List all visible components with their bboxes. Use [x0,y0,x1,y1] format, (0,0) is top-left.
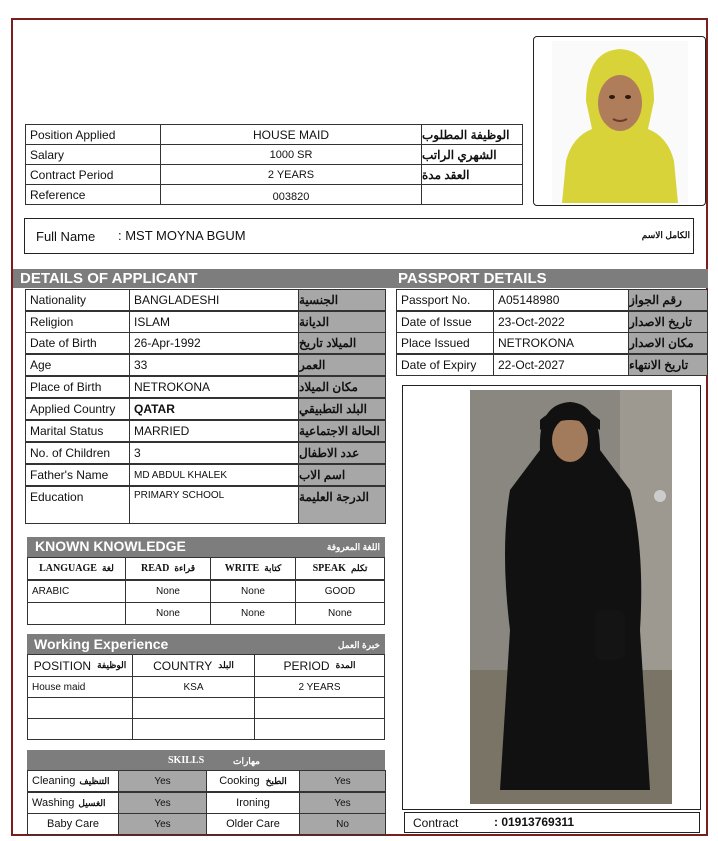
applicant-label: Age [25,354,130,376]
knowledge-title-ar: اللغة المعروفة [326,542,380,552]
applicant-ar: مكان الميلاد [298,376,386,398]
knowledge-cell: GOOD [295,580,385,603]
skill-value-1: Yes [118,770,207,792]
work-col-ar: البلد [218,660,234,670]
applicant-title: DETAILS OF APPLICANT [20,270,198,287]
knowledge-cell: None [210,580,296,603]
skill-label-1 [27,792,119,814]
position-label: Position Applied [25,124,161,145]
skill-value-1: Yes [118,792,207,814]
passport-ar: تاريخ الاصدار [628,311,708,333]
applicant-value: 3 [129,442,299,464]
salary-label: Salary [25,144,161,165]
applicant-value: 26-Apr-1992 [129,332,299,354]
applicant-label: Religion [25,311,130,333]
applicant-label: No. of Children [25,442,130,464]
applicant-value: MARRIED [129,420,299,442]
knowledge-cell: None [125,602,211,625]
work-title: Working Experience [34,636,169,652]
applicant-label: Nationality [25,289,130,311]
skill-name: Cleaning [32,775,76,787]
skill-label-2 [206,792,300,814]
skill-value-2: Yes [299,770,386,792]
passport-label: Date of Expiry [396,354,494,376]
work-cell [132,697,255,719]
applicant-value: 33 [129,354,299,376]
applicant-label: Father's Name [25,464,130,486]
skill-label-1 [27,770,119,792]
applicant-ar: الدرجة العليمة [298,486,386,524]
passport-value: A05148980 [493,289,629,311]
work-cell: House maid [27,676,133,698]
applicant-ar: الديانة [298,311,386,333]
work-col-header [27,654,133,677]
headshot-photo [552,41,688,203]
skill-name: Ironing [236,797,270,809]
headshot-frame [533,36,706,206]
knowledge-col-en: WRITE [224,563,260,574]
passport-value: 23-Oct-2022 [493,311,629,333]
passport-ar: مكان الاصدار [628,332,708,354]
position-ar: الوظيفة المطلوب [421,124,523,145]
passport-label: Passport No. [396,289,494,311]
knowledge-col-header [210,557,296,580]
passport-label: Date of Issue [396,311,494,333]
contract-period-value: 2 YEARS [160,164,422,185]
work-col-header [254,654,385,677]
work-col-en: POSITION [33,658,92,673]
applicant-ar: عدد الاطفال [298,442,386,464]
applicant-value: BANGLADESHI [129,289,299,311]
skill-label-1 [27,813,119,835]
knowledge-cell: None [210,602,296,625]
knowledge-cell: ARABIC [27,580,126,603]
work-cell [254,718,385,740]
knowledge-col-ar: قراءة [174,563,196,573]
work-col-ar: الوظيفة [97,660,127,670]
knowledge-col-ar: كتابة [264,563,282,573]
skill-name: Cooking [219,775,260,787]
knowledge-title: KNOWN KNOWLEDGE [35,538,186,554]
contract-period-label: Contract Period [25,164,161,185]
passport-value: 22-Oct-2027 [493,354,629,376]
applicant-ar: الجنسية [298,289,386,311]
applicant-ar: البلد التطبيقي [298,398,386,420]
skill-value-2: Yes [299,792,386,814]
applicant-value: ISLAM [129,311,299,333]
fullname-label: Full Name [36,229,96,244]
fullbody-frame [402,385,701,810]
work-cell [132,718,255,740]
applicant-label: Marital Status [25,420,130,442]
skill-name: Older Care [226,818,280,830]
passport-ar: تاريخ الانتهاء [628,354,708,376]
work-cell [254,697,385,719]
work-col-en: COUNTRY [153,658,213,673]
work-col-en: PERIOD [283,658,330,673]
applicant-ar: العمر [298,354,386,376]
position-value: HOUSE MAID [160,124,422,145]
work-title-ar: خبرة العمل [337,640,380,650]
knowledge-col-en: SPEAK [312,563,346,574]
skills-title-ar: مهارات [232,756,260,766]
reference-blank [421,184,523,205]
applicant-value: MD ABDUL KHALEK [129,464,299,486]
skill-name: Washing [32,797,75,809]
skill-name: Baby Care [47,818,99,830]
knowledge-col-header [295,557,385,580]
fullbody-photo [470,390,672,804]
knowledge-col-ar: تكلم [350,563,368,573]
fullname-value: : MST MOYNA BGUM [118,228,246,243]
contract-value: : 01913769311 [494,815,575,829]
skill-name-ar: الغسيل [78,797,106,808]
fullname-ar: الكامل الاسم [641,230,690,240]
applicant-label: Place of Birth [25,376,130,398]
skill-name-ar: الطبخ [265,775,287,786]
knowledge-col-ar: لغة [101,563,114,573]
knowledge-cell: None [295,602,385,625]
work-col-ar: المدة [335,660,356,670]
work-col-header [132,654,255,677]
applicant-label: Education [25,486,130,524]
knowledge-col-header [125,557,211,580]
contract-label: Contract [413,816,459,830]
knowledge-col-header [27,557,126,580]
salary-value: 1000 SR [160,144,422,165]
applicant-ar: الحالة الاجتماعية [298,420,386,442]
reference-value: 003820 [160,184,422,205]
knowledge-col-en: LANGUAGE [39,563,97,574]
salary-ar: الشهري الراتب [421,144,523,165]
work-cell: KSA [132,676,255,698]
work-cell [27,697,133,719]
work-cell: 2 YEARS [254,676,385,698]
skill-name-ar: التنظيف [79,775,110,786]
applicant-ar: اسم الاب [298,464,386,486]
passport-title: PASSPORT DETAILS [398,270,547,287]
applicant-value: QATAR [129,398,299,420]
applicant-label: Date of Birth [25,332,130,354]
applicant-label: Applied Country [25,398,130,420]
skills-title: SKILLS [168,755,205,766]
reference-label: Reference [25,184,161,205]
applicant-ar: الميلاد تاريخ [298,332,386,354]
knowledge-cell: None [125,580,211,603]
contract-period-ar: العقد مدة [421,164,523,185]
passport-label: Place Issued [396,332,494,354]
skill-value-1: Yes [118,813,207,835]
skill-label-2 [206,813,300,835]
skill-value-2: No [299,813,386,835]
applicant-value: NETROKONA [129,376,299,398]
passport-value: NETROKONA [493,332,629,354]
passport-ar: رقم الجواز [628,289,708,311]
skill-label-2 [206,770,300,792]
knowledge-col-en: READ [140,563,170,574]
applicant-value: PRIMARY SCHOOL [129,486,299,524]
work-cell [27,718,133,740]
knowledge-cell [27,602,126,625]
